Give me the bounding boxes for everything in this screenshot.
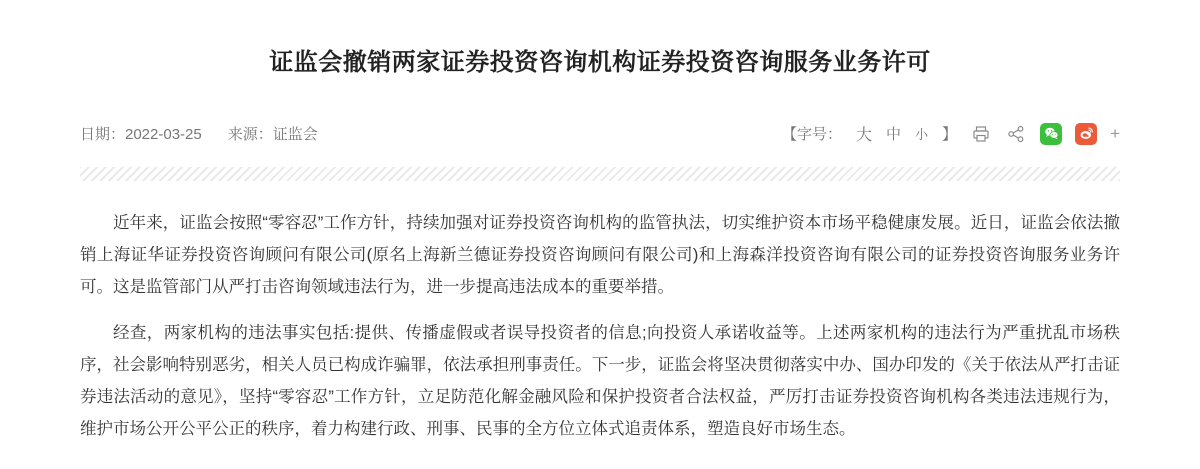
printer-icon[interactable] xyxy=(970,123,992,145)
weibo-icon[interactable] xyxy=(1075,123,1097,145)
article-page xyxy=(0,16,1200,469)
article-meta-bar xyxy=(0,96,1200,145)
share-icon[interactable] xyxy=(1005,123,1027,145)
wechat-icon[interactable] xyxy=(1040,123,1062,145)
font-size-control xyxy=(782,122,957,145)
section-divider xyxy=(80,167,1120,181)
page-title: 证监会撤销两家证券投资咨询机构证券投资咨询服务业务许可 xyxy=(269,49,931,77)
publish-date: 日期：2022-03-25 xyxy=(80,126,202,144)
font-size-large-option[interactable]: 大 xyxy=(856,127,873,145)
article-paragraph: 经查，两家机构的违法事实包括:提供、传播虚假或者误导投资者的信息;向投资人承诺收益等。上述两家机构的违法行为严重扰乱市场秩序，社会影响特别恶劣，相关人员已构成诈骗罪，依法承担刑事责任。下一步，证监会将坚决贯彻落实中办、国办印发的《关于依法从严打击证券违法活动的意见》，坚持“零容忍”工作方针，立足防范化解金融风险和保护投资者合法权益，严厉打击证券投资咨询机构各类违法违规行为，维护市场公开公平公正的秩序，着力构建行政、刑事、民事的全方位立体式追责体系，塑造良好市场生态。 xyxy=(80,324,1120,439)
font-size-medium-option[interactable]: 中 xyxy=(886,126,902,144)
article-source: 来源：证监会 xyxy=(227,126,318,144)
meta-info-group xyxy=(80,123,318,144)
article-toolbar xyxy=(782,122,1120,145)
article-content xyxy=(0,181,1200,445)
font-size-small-option[interactable]: 小 xyxy=(915,127,929,143)
more-share-icon[interactable]: + xyxy=(1110,124,1120,144)
font-size-label-end: 】 xyxy=(942,126,958,144)
article-paragraph: 近年来，证监会按照“零容忍”工作方针，持续加强对证券投资咨询机构的监管执法，切实维护资本市场平稳健康发展。近日，证监会依法撤销上海证华证券投资咨询顾问有限公司(原名上海新兰德证券投资咨询顾问有限公司)和上海森洋投资咨询有限公司的证券投资咨询服务业务许可。这是监管部门从严打击咨询领域违法行为，进一步提高违法成本的重要举措。 xyxy=(80,214,1120,297)
font-size-label: 【字号： xyxy=(781,126,842,144)
